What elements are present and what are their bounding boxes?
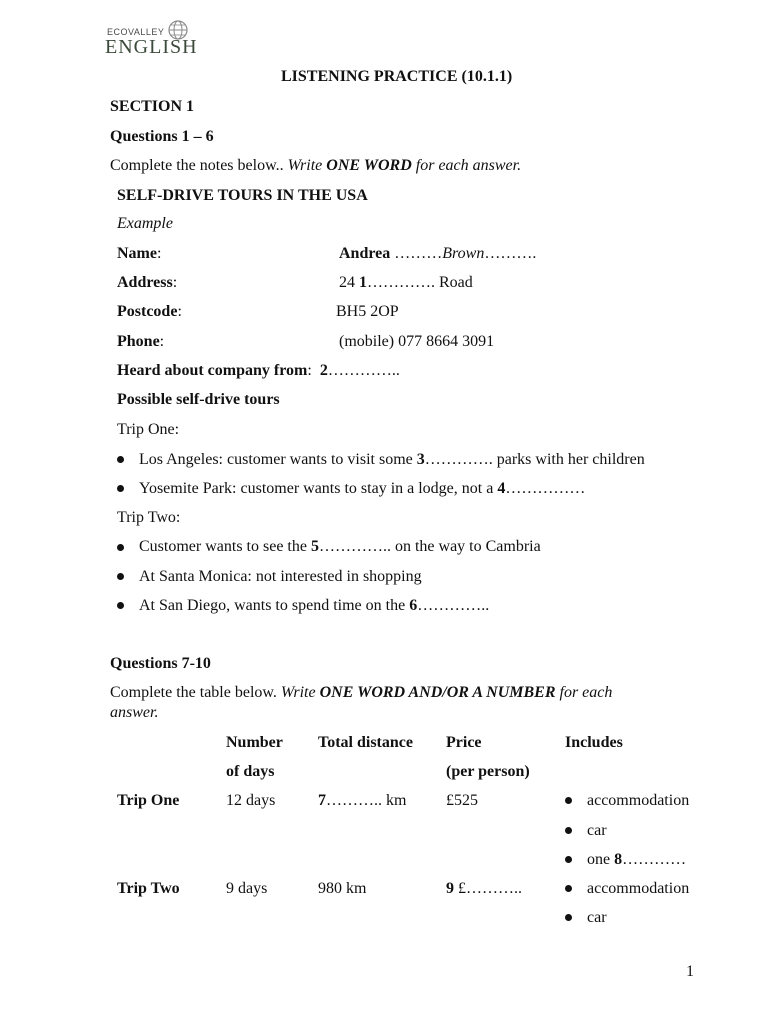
t2b1-post: ………….. on the way to Cambria: [318, 538, 541, 555]
questions-7-10-heading: Questions 7-10: [110, 655, 211, 672]
row1-price: £525: [446, 792, 478, 809]
instructions-part1: [110, 157, 521, 175]
row1-distance-post: ……….. km: [326, 792, 407, 809]
t2b3-pre: At San Diego, wants to spend time on the: [139, 597, 410, 614]
page-number: 1: [686, 963, 694, 980]
heard-label: Heard about company from: [117, 362, 308, 379]
postcode-label-text: Postcode: [117, 303, 178, 320]
t1b2-post: ……………: [505, 480, 586, 497]
q4-number: 4: [497, 480, 506, 497]
row2-inc2: car: [587, 909, 607, 926]
header-distance: Total distance: [318, 734, 413, 751]
q9-number: 9: [446, 880, 454, 897]
bullet-icon: [117, 456, 124, 463]
row1-inc3-post: …………: [622, 851, 687, 868]
questions-1-6-heading: Questions 1 – 6: [110, 128, 214, 145]
row1-days: 12 days: [226, 792, 276, 809]
row1-inc3: [587, 851, 686, 869]
tours-heading: Possible self-drive tours: [117, 391, 280, 408]
name-value: [339, 245, 536, 263]
page-title: LISTENING PRACTICE (10.1.1): [281, 68, 513, 85]
notes-title: SELF-DRIVE TOURS IN THE USA: [117, 187, 368, 204]
q7-number: 7: [318, 792, 326, 809]
instr-bold-italic: ONE WORD: [326, 157, 412, 174]
t1b2-pre: Yosemite Park: customer wants to stay in a lodge, not a: [139, 480, 498, 497]
instr-italic: Write: [287, 157, 327, 174]
trip1-bullet2: [139, 480, 585, 498]
phone-value: (mobile) 077 8664 3091: [339, 333, 495, 350]
address-value: [339, 274, 473, 292]
postcode-value: BH5 2OP: [336, 303, 399, 320]
phone-label: [117, 333, 164, 351]
trip2-bullet1: [139, 538, 541, 556]
section-heading: SECTION 1: [110, 98, 195, 115]
address-post: …………. Road: [367, 274, 473, 291]
address-pre: 24: [339, 274, 359, 291]
trip-one-label: Trip One:: [117, 421, 180, 438]
name-dots1: ………: [390, 245, 443, 262]
example-label: Example: [117, 215, 173, 232]
bullet-icon: [117, 573, 124, 580]
q8-number: 8: [614, 851, 623, 868]
row1-inc2: car: [587, 822, 607, 839]
bullet-icon: [117, 485, 124, 492]
header-days-2: of days: [226, 763, 275, 780]
trip1-bullet1: [139, 451, 645, 469]
logo-top-text: ECOVALLEY: [107, 27, 165, 37]
header-days-1: Number: [226, 734, 283, 751]
row2-days: 9 days: [226, 880, 268, 897]
header-price-2: (per person): [446, 763, 530, 780]
instr2-italic-end: for each: [555, 684, 613, 701]
heard-about-row: [117, 362, 400, 380]
name-first: Andrea: [339, 245, 391, 262]
q6-number: 6: [409, 597, 418, 614]
instr-plain: Complete the notes below..: [110, 157, 288, 174]
row1-inc3-pre: one: [587, 851, 615, 868]
instr2-plain: Complete the table below.: [110, 684, 281, 701]
q3-number: 3: [416, 451, 425, 468]
row1-label: Trip One: [117, 792, 180, 809]
logo-bottom-text: ENGLISH: [105, 36, 198, 58]
postcode-colon: :: [177, 303, 182, 320]
row2-price: [446, 880, 522, 898]
bullet-icon: [565, 797, 572, 804]
trip2-bullet2: At Santa Monica: not interested in shopping: [139, 568, 422, 585]
bullet-icon: [565, 856, 572, 863]
bullet-icon: [565, 914, 572, 921]
q5-number: 5: [310, 538, 319, 555]
name-label: [117, 245, 161, 263]
row2-price-post: £………..: [454, 880, 522, 897]
t2b1-pre: Customer wants to see the: [139, 538, 311, 555]
trip2-bullet3: [139, 597, 489, 615]
address-label-text: Address: [117, 274, 173, 291]
instructions-part2-line2: answer.: [110, 704, 159, 721]
header-price-1: Price: [446, 734, 482, 751]
bullet-icon: [565, 885, 572, 892]
instr-italic-end: for each answer.: [411, 157, 522, 174]
header-includes: Includes: [565, 734, 623, 751]
q1-number: 1: [359, 274, 367, 291]
name-colon: :: [156, 245, 162, 262]
t2b3-post: …………..: [417, 597, 490, 614]
heard-colon: :: [307, 362, 320, 379]
row1-inc1: accommodation: [587, 792, 690, 809]
heard-dots: …………..: [327, 362, 400, 379]
instr2-italic: Write: [280, 684, 320, 701]
name-dots2: ……….: [484, 245, 537, 262]
instructions-part2: [110, 684, 612, 702]
name-last: Brown: [442, 245, 485, 262]
instr2-bold-italic: ONE WORD AND/OR A NUMBER: [319, 684, 556, 701]
bullet-icon: [565, 827, 572, 834]
address-colon: :: [172, 274, 178, 291]
name-label-text: Name: [117, 245, 157, 262]
row2-inc1: accommodation: [587, 880, 690, 897]
q2-number: 2: [319, 362, 328, 379]
trip-two-label: Trip Two:: [117, 509, 181, 526]
bullet-icon: [117, 544, 124, 551]
t1b1-post: …………. parks with her children: [424, 451, 645, 468]
bullet-icon: [117, 602, 124, 609]
row1-distance: [318, 792, 406, 810]
address-label: [117, 274, 177, 292]
row2-label: Trip Two: [117, 880, 180, 897]
row2-distance: 980 km: [318, 880, 367, 897]
phone-label-text: Phone: [117, 333, 160, 350]
t1b1-pre: Los Angeles: customer wants to visit some: [139, 451, 417, 468]
postcode-label: [117, 303, 182, 321]
phone-colon: :: [159, 333, 165, 350]
